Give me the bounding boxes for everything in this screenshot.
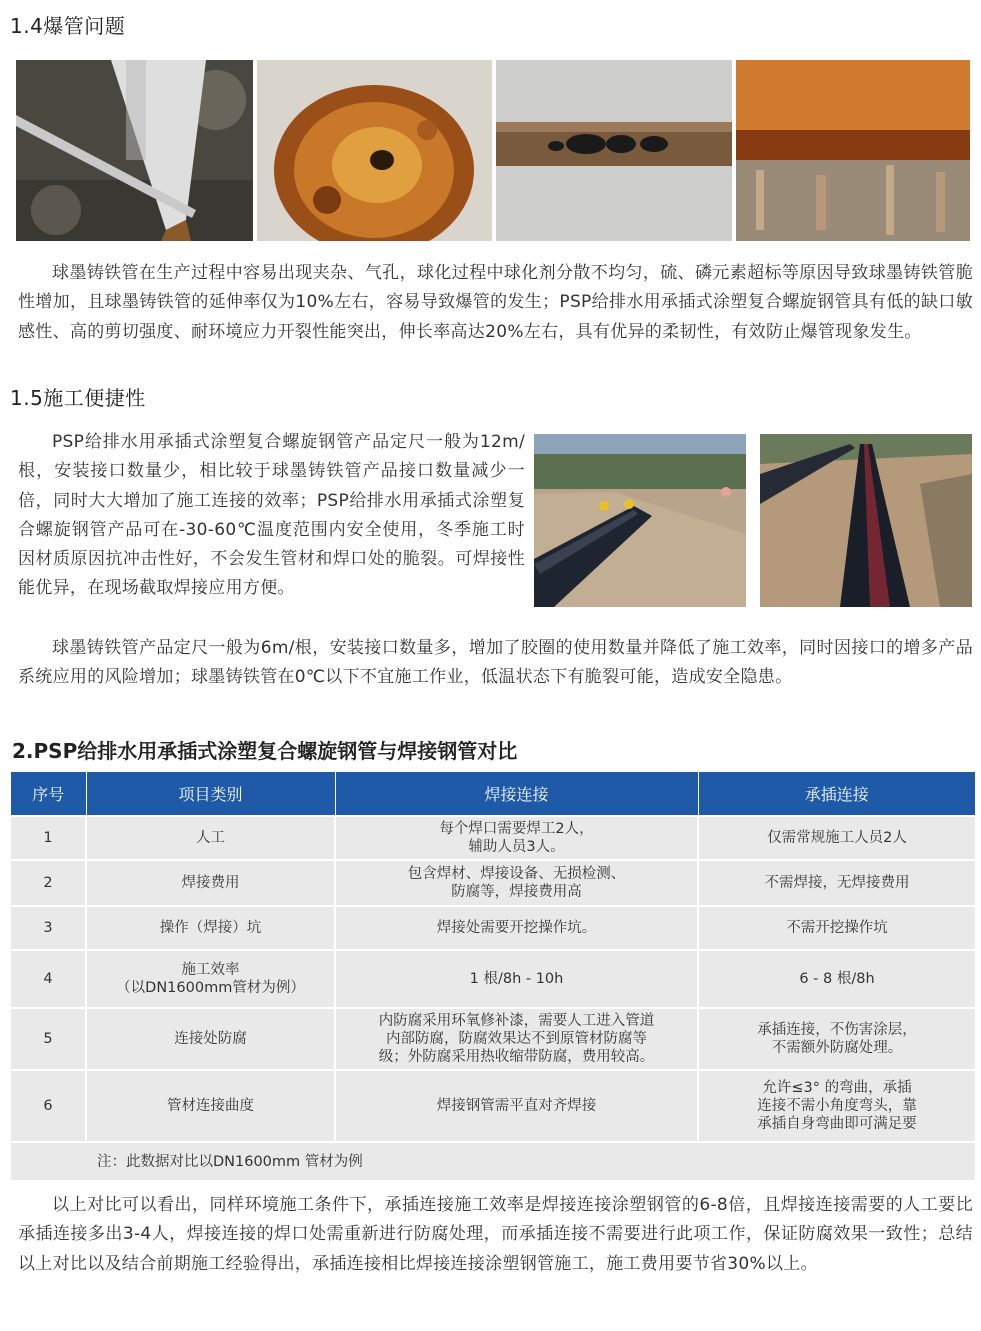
header-welded: 焊接连接 <box>335 772 698 816</box>
cell-socket: 不需焊接，无焊接费用 <box>698 860 975 906</box>
cell-item: 焊接费用 <box>86 860 335 906</box>
cell-no: 3 <box>11 906 86 950</box>
cell-welded: 1 根/8h - 10h <box>335 950 698 1008</box>
corroded-pipe-measure-photo <box>16 60 253 241</box>
header-socket: 承插连接 <box>698 772 975 816</box>
table-note: 注：此数据对比以DN1600mm 管材为例 <box>11 1142 975 1180</box>
table-row <box>11 906 975 950</box>
cell-no: 4 <box>11 950 86 1008</box>
cell-welded: 包含焊材、焊接设备、无损检测、 防腐等，焊接费用高 <box>335 860 698 906</box>
cell-socket: 仅需常规施工人员2人 <box>698 816 975 860</box>
cell-item: 管材连接曲度 <box>86 1070 335 1142</box>
table-row <box>11 1070 975 1142</box>
pipe-with-holes-photo <box>496 60 732 241</box>
cell-no: 2 <box>11 860 86 906</box>
section-1-5-paragraph-2: 球墨铸铁管产品定尺一般为6m/根，安装接口数量多，增加了胶圈的使用数量并降低了施工效率，同时因接口的增多产品系统应用的风险增加；球墨铸铁管在0℃以下不宜施工作业，低温状态下有脆裂可能，造成安全隐患。 <box>18 638 973 688</box>
section-2-heading: 2.PSP给排水用承插式涂塑复合螺旋钢管与焊接钢管对比 <box>12 739 518 763</box>
section-1-4-heading: 1.4爆管问题 <box>10 14 126 38</box>
cell-item: 连接处防腐 <box>86 1008 335 1070</box>
table-row <box>11 860 975 906</box>
cell-socket: 不需开挖操作坑 <box>698 906 975 950</box>
pipe-inner-rust-photo <box>257 60 492 241</box>
cell-item: 施工效率 （以DN1600mm管材为例） <box>86 950 335 1008</box>
construction-site-photo-2 <box>760 434 972 607</box>
section-1-5-paragraph-1: PSP给排水用承插式涂塑复合螺旋钢管产品定尺一般为12m/根，安装接口数量少，相比较于球墨铸铁管产品接口数量减少一倍，同时大大增加了施工连接的效率；PSP给排水用承插式涂塑复合螺旋钢管产品可在-30-60℃温度范围内安全使用，冬季施工时因材质原因抗冲击性好，不会发生管材和焊口处的脆裂。可焊接性能优异，在现场截取焊接应用方便。 <box>18 432 525 599</box>
rusted-pipe-closeup-photo <box>736 60 970 241</box>
section-1-5-heading: 1.5施工便捷性 <box>10 386 146 410</box>
cell-item: 操作（焊接）坑 <box>86 906 335 950</box>
cell-no: 5 <box>11 1008 86 1070</box>
table-row <box>11 816 975 860</box>
cell-welded: 焊接钢管需平直对齐焊接 <box>335 1070 698 1142</box>
cell-welded: 焊接处需要开挖操作坑。 <box>335 906 698 950</box>
table-row <box>11 1008 975 1070</box>
header-no: 序号 <box>11 772 86 816</box>
comparison-table <box>11 772 975 1180</box>
cell-welded: 每个焊口需要焊工2人， 辅助人员3人。 <box>335 816 698 860</box>
cell-welded: 内防腐采用环氧修补漆，需要人工进入管道 内部防腐，防腐效果达不到原管材防腐等 级；外防腐采用热收缩带防腐，费用较高。 <box>335 1008 698 1070</box>
section-1-4-paragraph: 球墨铸铁管在生产过程中容易出现夹杂、气孔，球化过程中球化剂分散不均匀，硫、磷元素超标等原因导致球墨铸铁管脆性增加，且球墨铸铁管的延伸率仅为10%左右，容易导致爆管的发生；PSP给排水用承插式涂塑复合螺旋钢管具有低的缺口敏感性、高的剪切强度、耐环境应力开裂性能突出，伸长率高达20%左右，具有优异的柔韧性，有效防止爆管现象发生。 <box>18 263 973 342</box>
table-note-row <box>11 1142 975 1180</box>
cell-no: 6 <box>11 1070 86 1142</box>
cell-item: 人工 <box>86 816 335 860</box>
cell-socket: 6 - 8 根/8h <box>698 950 975 1008</box>
construction-site-photo-1 <box>534 434 746 607</box>
table-header-row <box>11 772 975 816</box>
cell-socket: 允许≤3° 的弯曲，承插 连接不需小角度弯头，靠 承插自身弯曲即可满足要 <box>698 1070 975 1142</box>
section-2-paragraph: 以上对比可以看出，同样环境施工条件下，承插连接施工效率是焊接连接涂塑钢管的6-8倍，且焊接连接需要的人工要比承插连接多出3-4人，焊接连接的焊口处需重新进行防腐处理，而承插连接不需要进行此项工作，保证防腐效果一致性；总结以上对比以及结合前期施工经验得出，承插连接相比焊接连接涂塑钢管施工，施工费用要节省30%以上。 <box>18 1195 973 1274</box>
table-row <box>11 950 975 1008</box>
cell-socket: 承插连接，不伤害涂层， 不需额外防腐处理。 <box>698 1008 975 1070</box>
header-item: 项目类别 <box>86 772 335 816</box>
cell-no: 1 <box>11 816 86 860</box>
